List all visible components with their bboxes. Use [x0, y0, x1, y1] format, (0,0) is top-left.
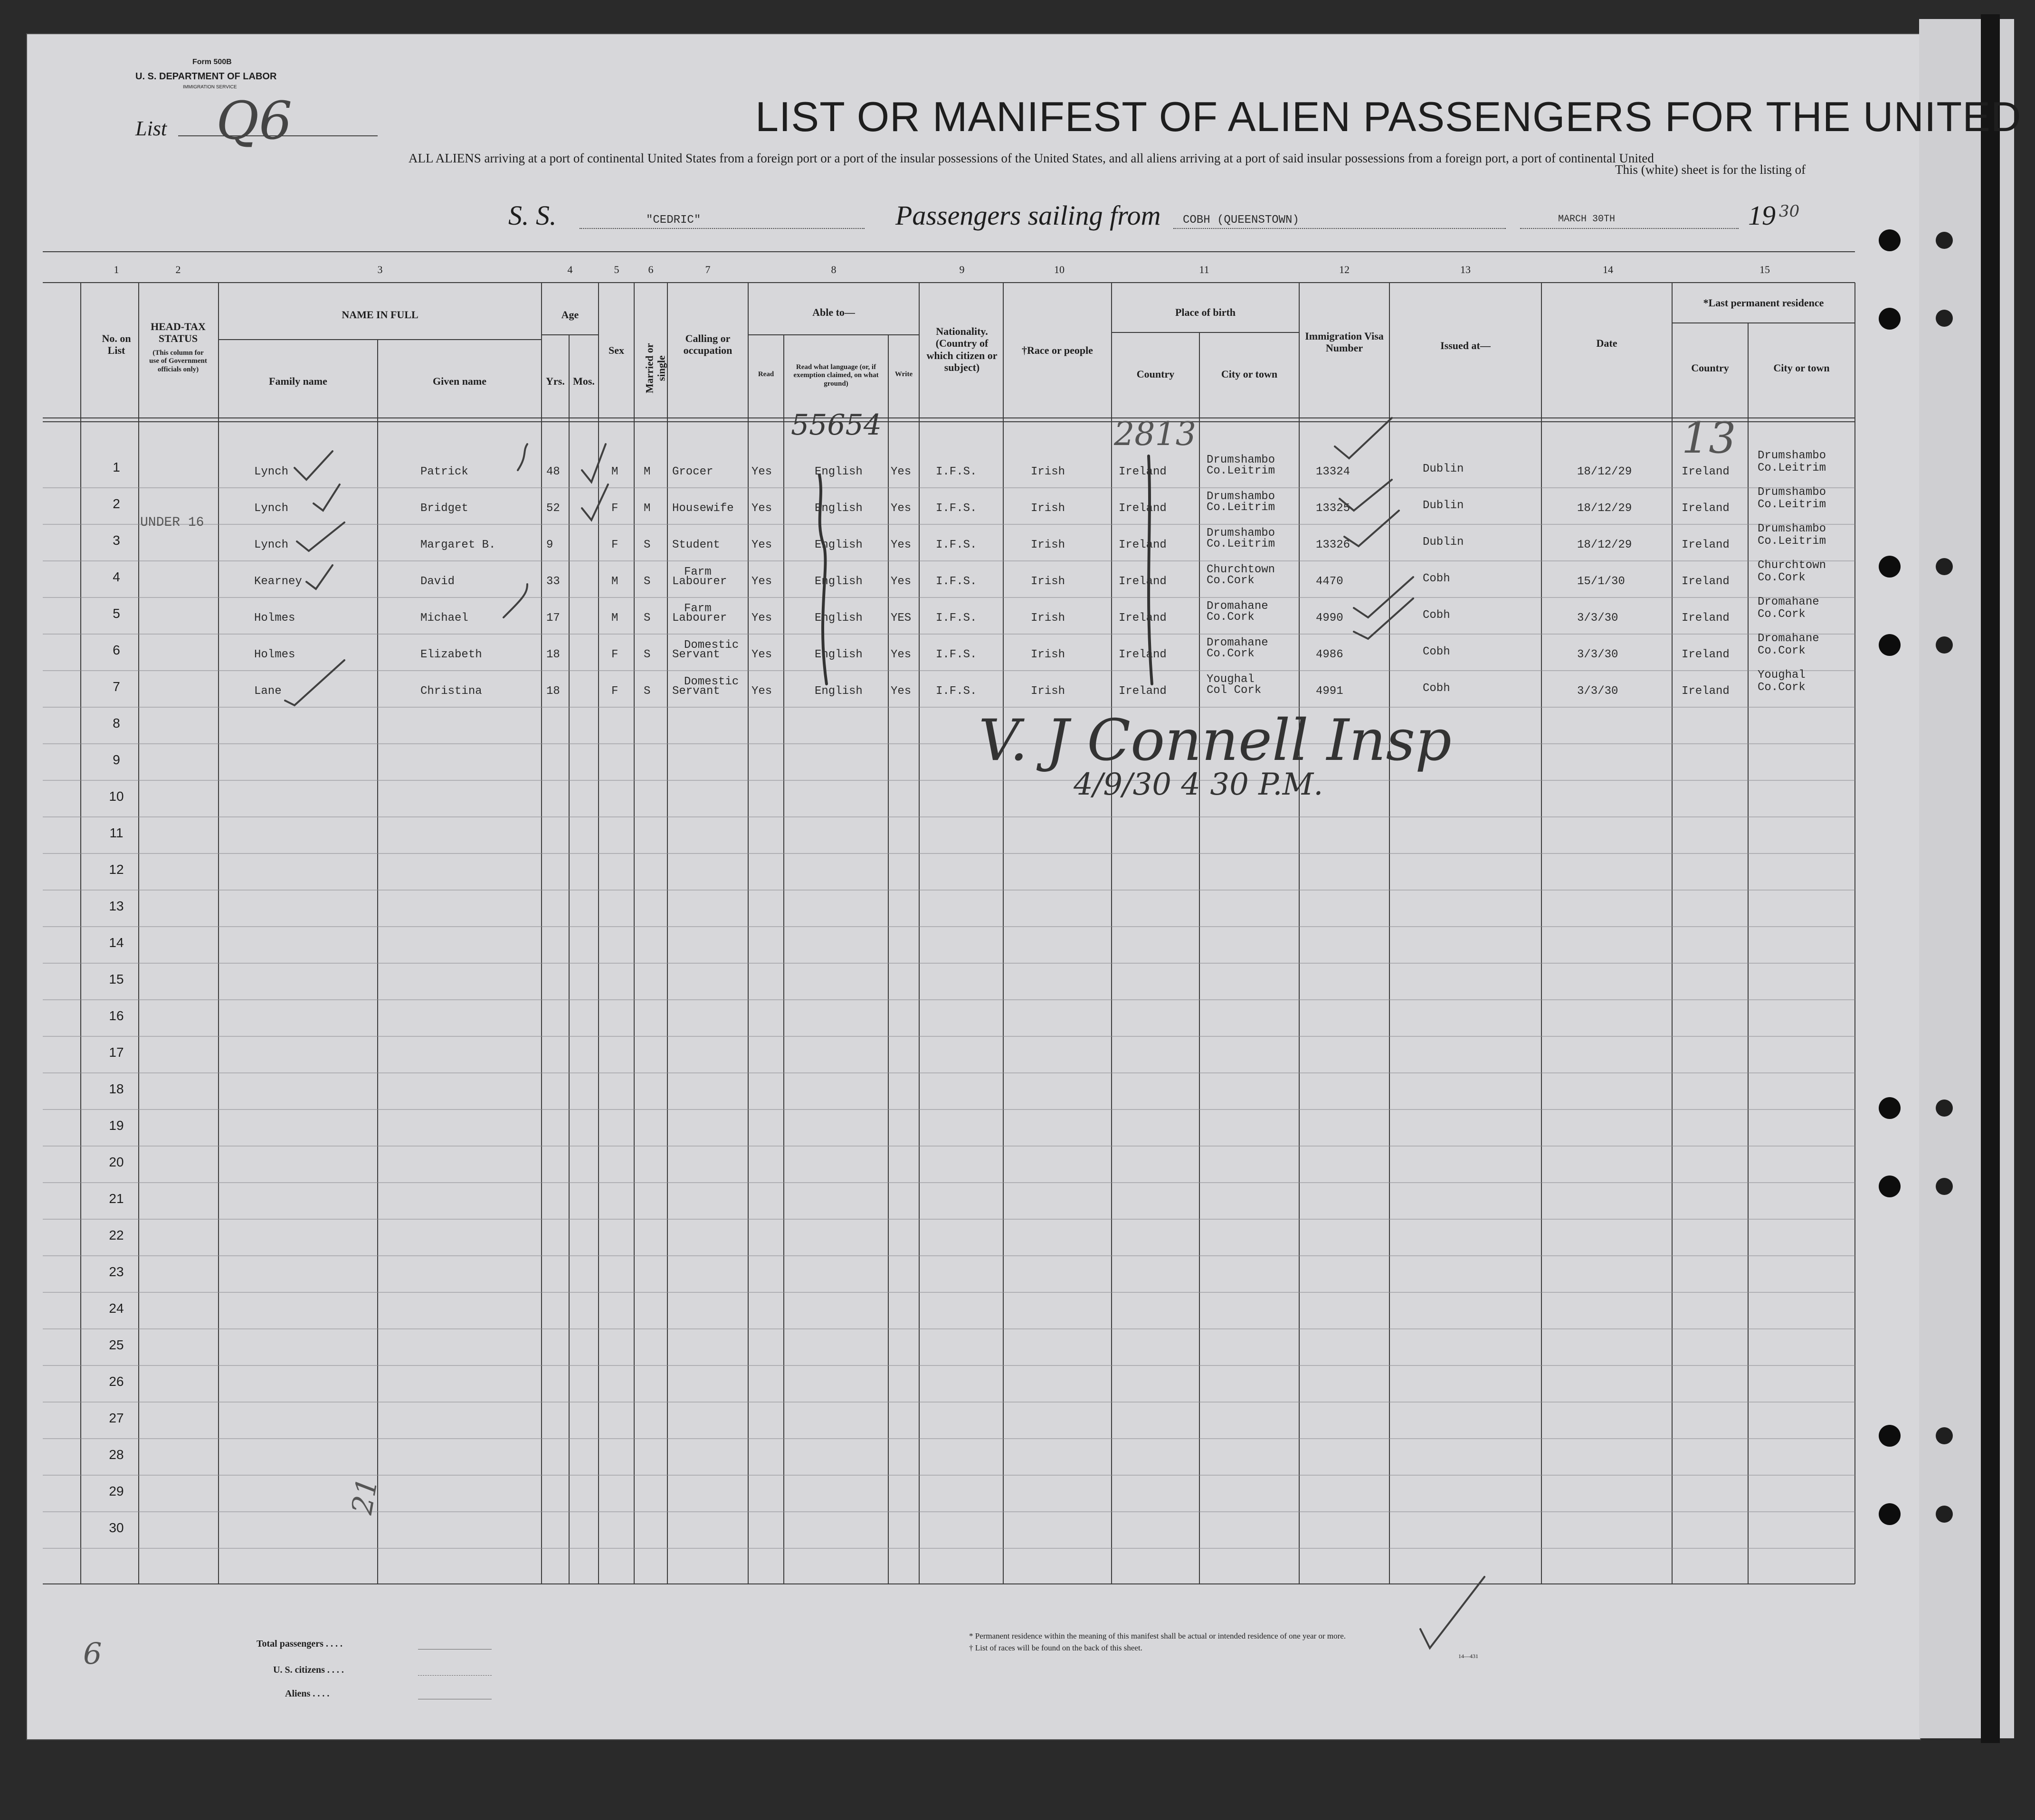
race-cell: Irish: [1031, 648, 1065, 661]
check-mark-icon: [1340, 480, 1392, 511]
row-number: 8: [113, 716, 120, 730]
under-16-stamp: UNDER 16: [140, 515, 204, 530]
age-cell: 48: [546, 465, 560, 478]
header-calling: Calling or occupation: [683, 332, 732, 357]
birth-country-cell: Ireland: [1119, 648, 1167, 661]
row-number: 13: [109, 899, 124, 913]
write-cell: Yes: [891, 685, 912, 698]
visa-number-cell: 13325: [1316, 502, 1350, 515]
year-suffix: 30: [1779, 202, 1800, 221]
departure-port: COBH (QUEENSTOWN): [1183, 214, 1299, 227]
check-mark-icon: [297, 522, 344, 551]
birth-country-cell: Ireland: [1119, 539, 1167, 551]
occupation-cell-line1: Domestic: [684, 639, 739, 652]
birth-country-cell: Ireland: [1119, 465, 1167, 478]
occupation-cell-line2: Servant: [672, 685, 720, 698]
col-number-14: 14: [1603, 264, 1613, 275]
header-yrs: Yrs.: [546, 375, 565, 387]
birth-city-cell-line2: Co.Cork: [1207, 611, 1255, 624]
issued-at-cell: Cobh: [1423, 682, 1450, 695]
read-column-note: 55654: [791, 408, 882, 442]
binder-hole: [1879, 308, 1901, 330]
sailing-label: Passengers sailing from: [895, 200, 1161, 231]
issue-date-cell: 18/12/29: [1577, 539, 1632, 551]
row-number: 3: [113, 533, 120, 548]
sex-cell: F: [611, 539, 618, 551]
binder-hole: [1879, 556, 1901, 578]
residence-country-cell: Ireland: [1682, 539, 1730, 551]
given-name-cell: Elizabeth: [420, 648, 482, 661]
birth-city-cell-line2: Co.Leitrim: [1207, 501, 1275, 514]
instruction-line-1: ALL ALIENS arriving at a port of continental United States from a foreign port or a port of the insular possessions of the United States, and all aliens arriving at a port of said insular possessions from a foreign port, a port of continental United: [409, 151, 1654, 165]
occupation-cell-line2: Labourer: [672, 575, 727, 588]
col-number-15: 15: [1759, 264, 1770, 275]
inspection-date: 4/9/30 4 30 P.M.: [1074, 767, 1323, 802]
occupation-cell-line2: Servant: [672, 648, 720, 661]
residence-city-cell-line2: Co.Cork: [1758, 608, 1806, 621]
row-number: 12: [109, 862, 124, 877]
header-family-name: Family name: [269, 375, 327, 387]
col-number-5: 5: [614, 264, 619, 275]
header-given-name: Given name: [432, 375, 487, 387]
header-issued-at: Issued at—: [1440, 340, 1491, 351]
col-number-10: 10: [1054, 264, 1065, 275]
header-name-in-full: NAME IN FULL: [342, 309, 418, 321]
birth-city-cell-line2: Co.Leitrim: [1207, 538, 1275, 550]
residence-city-cell-line2: Co.Leitrim: [1758, 498, 1826, 511]
issue-date-cell: 3/3/30: [1577, 685, 1618, 698]
residence-city-cell-line2: Co.Leitrim: [1758, 462, 1826, 474]
issue-date-cell: 18/12/29: [1577, 465, 1632, 478]
list-label: List: [135, 117, 167, 140]
row-number: 14: [109, 935, 124, 950]
binder-hole: [1879, 634, 1901, 656]
margin-note-21: 21: [345, 1475, 385, 1517]
marital-status-cell: M: [644, 465, 651, 478]
binder-hole: [1879, 1425, 1901, 1447]
check-mark-icon: [314, 484, 340, 511]
sex-cell: M: [611, 465, 618, 478]
header-nationality: Nationality. (Country of which citizen or subject): [926, 325, 998, 373]
visa-number-cell: 4990: [1316, 612, 1343, 625]
language-cell: English: [815, 539, 863, 551]
given-name-cell: David: [420, 575, 455, 588]
sex-cell: F: [611, 502, 618, 515]
birth-city-cell-line1: Youghal: [1207, 673, 1255, 686]
age-cell: 33: [546, 575, 560, 588]
issue-date-cell: 3/3/30: [1577, 648, 1618, 661]
header-read-language: Read what language (or, if exemption claimed, on what ground): [793, 363, 879, 388]
row-number: 6: [113, 643, 120, 657]
row-number: 26: [109, 1374, 124, 1389]
row-number: 11: [109, 825, 124, 840]
binder-hole: [1936, 636, 1953, 654]
row-number: 16: [109, 1008, 124, 1023]
language-cell: English: [815, 575, 863, 588]
form-number: Form 500B: [192, 58, 232, 66]
row-number: 20: [109, 1155, 124, 1169]
given-name-cell: Margaret B.: [420, 539, 496, 551]
age-cell: 17: [546, 612, 560, 625]
family-name-cell: Lynch: [254, 539, 289, 551]
marital-status-cell: M: [644, 502, 651, 515]
inspector-signature: V. J Connell Insp: [979, 708, 1452, 774]
nationality-cell: I.F.S.: [936, 685, 977, 698]
occupation-cell-line1: Farm: [684, 602, 712, 615]
residence-city-cell-line1: Drumshambo: [1758, 449, 1826, 462]
check-mark-icon: [1354, 577, 1413, 617]
row-number: 29: [109, 1484, 124, 1498]
birth-column-note: 2813: [1114, 416, 1197, 453]
col-number-2: 2: [175, 264, 181, 275]
header-res-country: Country: [1691, 362, 1729, 374]
col-number-4: 4: [567, 264, 573, 275]
sex-cell: M: [611, 612, 618, 625]
occupation-cell-line2: Student: [672, 539, 720, 551]
marital-status-cell: S: [644, 575, 651, 588]
visa-number-cell: 4470: [1316, 575, 1343, 588]
residence-country-cell: Ireland: [1682, 575, 1730, 588]
row-number: 25: [109, 1337, 124, 1352]
row-number: 30: [109, 1520, 124, 1535]
total-passengers-label: Total passengers . . . .: [257, 1639, 342, 1649]
manifest-title: LIST OR MANIFEST OF ALIEN PASSENGERS FOR THE UNITED: [755, 93, 2022, 140]
residence-city-cell-line2: Co.Leitrim: [1758, 535, 1826, 548]
marital-status-cell: S: [644, 648, 651, 661]
header-mos: Mos.: [573, 375, 595, 387]
nationality-cell: I.F.S.: [936, 465, 977, 478]
issued-at-cell: Dublin: [1423, 463, 1464, 475]
col-number-1: 1: [114, 264, 119, 275]
col-number-12: 12: [1339, 264, 1350, 275]
residence-country-cell: Ireland: [1682, 648, 1730, 661]
family-name-cell: Lynch: [254, 502, 289, 515]
col-number-7: 7: [705, 264, 711, 275]
check-mark-icon: [518, 444, 527, 470]
issued-at-cell: Cobh: [1423, 572, 1450, 585]
issue-date-cell: 18/12/29: [1577, 502, 1632, 515]
binder-hole: [1936, 1427, 1953, 1444]
nationality-cell: I.F.S.: [936, 612, 977, 625]
row-number: 2: [113, 496, 120, 511]
header-res-city: City or town: [1773, 362, 1830, 374]
visa-number-cell: 13326: [1316, 539, 1350, 551]
given-name-cell: Patrick: [420, 465, 468, 478]
row-number: 9: [113, 752, 120, 767]
binder-hole: [1936, 1178, 1953, 1195]
birth-city-cell-line1: Churchtown: [1207, 563, 1275, 576]
language-cell: English: [815, 465, 863, 478]
row-number: 7: [113, 679, 120, 694]
footnote-races: † List of races will be found on the back of this sheet.: [969, 1643, 1142, 1652]
language-cell: English: [815, 685, 863, 698]
header-birth-city: City or town: [1221, 368, 1278, 380]
sailing-date: MARCH 30TH: [1558, 214, 1616, 225]
row-number: 27: [109, 1411, 124, 1425]
check-mark-icon: [582, 484, 608, 520]
header-write: Write: [894, 370, 913, 378]
race-cell: Irish: [1031, 539, 1065, 551]
marital-status-cell: S: [644, 539, 651, 551]
residence-city-cell-line1: Drumshambo: [1758, 486, 1826, 499]
ditto-stroke: [819, 475, 827, 684]
write-cell: Yes: [891, 539, 912, 551]
read-cell: Yes: [751, 539, 772, 551]
occupation-cell-line2: Labourer: [672, 612, 727, 625]
header-able-to: Able to—: [812, 306, 855, 318]
birth-city-cell-line1: Dromahane: [1207, 636, 1268, 649]
age-cell: 9: [546, 539, 553, 551]
write-cell: Yes: [891, 575, 912, 588]
header-date: Date: [1596, 337, 1617, 349]
birth-city-cell-line1: Drumshambo: [1207, 490, 1275, 503]
row-number: 4: [113, 569, 120, 584]
binder-hole: [1936, 310, 1953, 327]
residence-city-cell-line1: Dromahane: [1758, 596, 1819, 608]
instruction-line-2: This (white) sheet is for the listing of: [1615, 162, 1806, 177]
sex-cell: F: [611, 685, 618, 698]
residence-country-cell: Ireland: [1682, 685, 1730, 698]
footnote-residence: * Permanent residence within the meaning of this manifest shall be actual or intended residence of one year or more.: [969, 1631, 1346, 1640]
binder-hole: [1936, 232, 1953, 249]
row-number: 22: [109, 1228, 124, 1242]
us-citizens-label: U. S. citizens . . . .: [273, 1665, 344, 1675]
aliens-label: Aliens . . . .: [285, 1688, 330, 1699]
sex-cell: F: [611, 648, 618, 661]
check-mark-icon: [1344, 511, 1399, 546]
check-mark-icon: [504, 584, 527, 617]
family-name-cell: Lane: [254, 685, 282, 698]
birth-city-cell-line1: Drumshambo: [1207, 527, 1275, 540]
write-cell: Yes: [891, 502, 912, 515]
given-name-cell: Bridget: [420, 502, 468, 515]
check-mark-icon: [285, 660, 344, 705]
issued-at-cell: Dublin: [1423, 499, 1464, 512]
family-name-cell: Holmes: [254, 648, 295, 661]
department-name: U. S. DEPARTMENT OF LABOR: [135, 71, 277, 82]
row-number: 17: [109, 1045, 124, 1060]
residence-city-cell-line2: Co.Cork: [1758, 571, 1806, 584]
birth-city-cell-line1: Drumshambo: [1207, 454, 1275, 466]
age-cell: 18: [546, 685, 560, 698]
binder-hole: [1936, 558, 1953, 575]
issued-at-cell: Dublin: [1423, 536, 1464, 549]
birth-city-cell-line2: Co.Leitrim: [1207, 464, 1275, 477]
col-number-13: 13: [1460, 264, 1471, 275]
occupation-cell-line1: Domestic: [684, 675, 739, 688]
row-number: 10: [109, 789, 124, 804]
col-number-9: 9: [959, 264, 965, 275]
race-cell: Irish: [1031, 502, 1065, 515]
birth-city-cell-line2: Co.Cork: [1207, 574, 1255, 587]
row-number: 28: [109, 1447, 124, 1462]
col-number-11: 11: [1199, 264, 1209, 275]
binder-hole: [1936, 1100, 1953, 1117]
row-number: 19: [109, 1118, 124, 1133]
service-name: IMMIGRATION SERVICE: [183, 85, 237, 90]
header-place-of-birth: Place of birth: [1175, 306, 1236, 318]
race-cell: Irish: [1031, 685, 1065, 698]
issue-date-cell: 15/1/30: [1577, 575, 1625, 588]
list-value: Q6: [216, 90, 293, 151]
residence-city-cell-line1: Youghal: [1758, 669, 1806, 682]
col-number-8: 8: [831, 264, 837, 275]
row-number: 5: [113, 606, 120, 621]
header-race: †Race or people: [1022, 344, 1093, 356]
check-mark-icon: [306, 565, 333, 589]
issued-at-cell: Cobh: [1423, 609, 1450, 622]
binder-hole: [1879, 1175, 1901, 1197]
given-name-cell: Christina: [420, 685, 482, 698]
family-name-cell: Lynch: [254, 465, 289, 478]
nationality-cell: I.F.S.: [936, 502, 977, 515]
birth-country-cell: Ireland: [1119, 612, 1167, 625]
col-number-3: 3: [377, 264, 383, 275]
check-mark-icon: [1335, 418, 1392, 458]
check-mark-icon: [1420, 1577, 1484, 1648]
residence-country-cell: Ireland: [1682, 612, 1730, 625]
visa-number-cell: 13324: [1316, 465, 1350, 478]
issue-date-cell: 3/3/30: [1577, 612, 1618, 625]
ss-label: S. S.: [508, 200, 557, 231]
binder-hole: [1879, 229, 1901, 251]
race-cell: Irish: [1031, 575, 1065, 588]
residence-city-cell-line1: Dromahane: [1758, 632, 1819, 645]
residence-city-cell-line2: Co.Cork: [1758, 645, 1806, 657]
occupation-cell-line2: Housewife: [672, 502, 734, 515]
occupation-cell-line1: Farm: [684, 566, 712, 578]
row-number: 23: [109, 1264, 124, 1279]
nationality-cell: I.F.S.: [936, 648, 977, 661]
binder-hole: [1879, 1503, 1901, 1525]
read-cell: Yes: [751, 465, 772, 478]
binder-hole: [1936, 1506, 1953, 1523]
read-cell: Yes: [751, 612, 772, 625]
row-number: 1: [113, 460, 120, 474]
binder-hole: [1879, 1097, 1901, 1119]
marital-status-cell: S: [644, 685, 651, 698]
row-number: 21: [109, 1191, 124, 1206]
header-married-single: Married or single: [643, 343, 667, 394]
issued-at-cell: Cobh: [1423, 645, 1450, 658]
nationality-cell: I.F.S.: [936, 575, 977, 588]
read-cell: Yes: [751, 648, 772, 661]
header-birth-country: Country: [1136, 368, 1175, 380]
read-cell: Yes: [751, 685, 772, 698]
header-last-residence: *Last permanent residence: [1703, 297, 1824, 309]
row-number: 24: [109, 1301, 124, 1316]
ditto-stroke: [1149, 456, 1152, 684]
check-mark-icon: [295, 451, 333, 480]
visa-number-cell: 4986: [1316, 648, 1343, 661]
visa-number-cell: 4991: [1316, 685, 1343, 698]
language-cell: English: [815, 612, 863, 625]
race-cell: Irish: [1031, 465, 1065, 478]
header-age: Age: [561, 309, 579, 321]
family-name-cell: Kearney: [254, 575, 302, 588]
header-sex: Sex: [609, 344, 624, 356]
residence-country-cell: Ireland: [1682, 502, 1730, 515]
header-no-on-list: No. on List: [102, 332, 131, 357]
language-cell: English: [815, 502, 863, 515]
print-code: 14—431: [1458, 1653, 1478, 1659]
residence-city-cell-line1: Drumshambo: [1758, 522, 1826, 535]
birth-country-cell: Ireland: [1119, 575, 1167, 588]
residence-city-cell-line2: Co.Cork: [1758, 681, 1806, 694]
sex-cell: M: [611, 575, 618, 588]
write-cell: YES: [891, 612, 912, 625]
row-number: 18: [109, 1081, 124, 1096]
given-name-cell: Michael: [420, 612, 468, 625]
write-cell: Yes: [891, 648, 912, 661]
residence-column-note: 13: [1682, 413, 1736, 463]
birth-city-cell-line2: Col Cork: [1207, 684, 1262, 697]
family-name-cell: Holmes: [254, 612, 295, 625]
read-cell: Yes: [751, 575, 772, 588]
age-cell: 18: [546, 648, 560, 661]
us-citizens-line: [418, 1675, 492, 1676]
age-cell: 52: [546, 502, 560, 515]
ship-name: "CEDRIC": [646, 214, 701, 227]
marital-status-cell: S: [644, 612, 651, 625]
birth-city-cell-line1: Dromahane: [1207, 600, 1268, 613]
header-read: Read: [758, 370, 774, 378]
margin-note-6: 6: [83, 1636, 102, 1671]
check-mark-icon: [582, 444, 606, 482]
race-cell: Irish: [1031, 612, 1065, 625]
residence-city-cell-line1: Churchtown: [1758, 559, 1826, 572]
language-cell: English: [815, 648, 863, 661]
residence-country-cell: Ireland: [1682, 465, 1730, 478]
occupation-cell-line2: Grocer: [672, 465, 713, 478]
header-visa-number: Immigration Visa Number: [1305, 330, 1384, 354]
row-number: 15: [109, 972, 124, 986]
birth-city-cell-line2: Co.Cork: [1207, 647, 1255, 660]
read-cell: Yes: [751, 502, 772, 515]
header-head-tax-note: (This column for use of Government officials only): [149, 349, 207, 373]
birth-country-cell: Ireland: [1119, 685, 1167, 698]
col-number-6: 6: [648, 264, 654, 275]
year-prefix: 19: [1748, 200, 1776, 231]
header-head-tax: HEAD-TAX STATUS: [151, 321, 206, 345]
write-cell: Yes: [891, 465, 912, 478]
nationality-cell: I.F.S.: [936, 539, 977, 551]
birth-country-cell: Ireland: [1119, 502, 1167, 515]
